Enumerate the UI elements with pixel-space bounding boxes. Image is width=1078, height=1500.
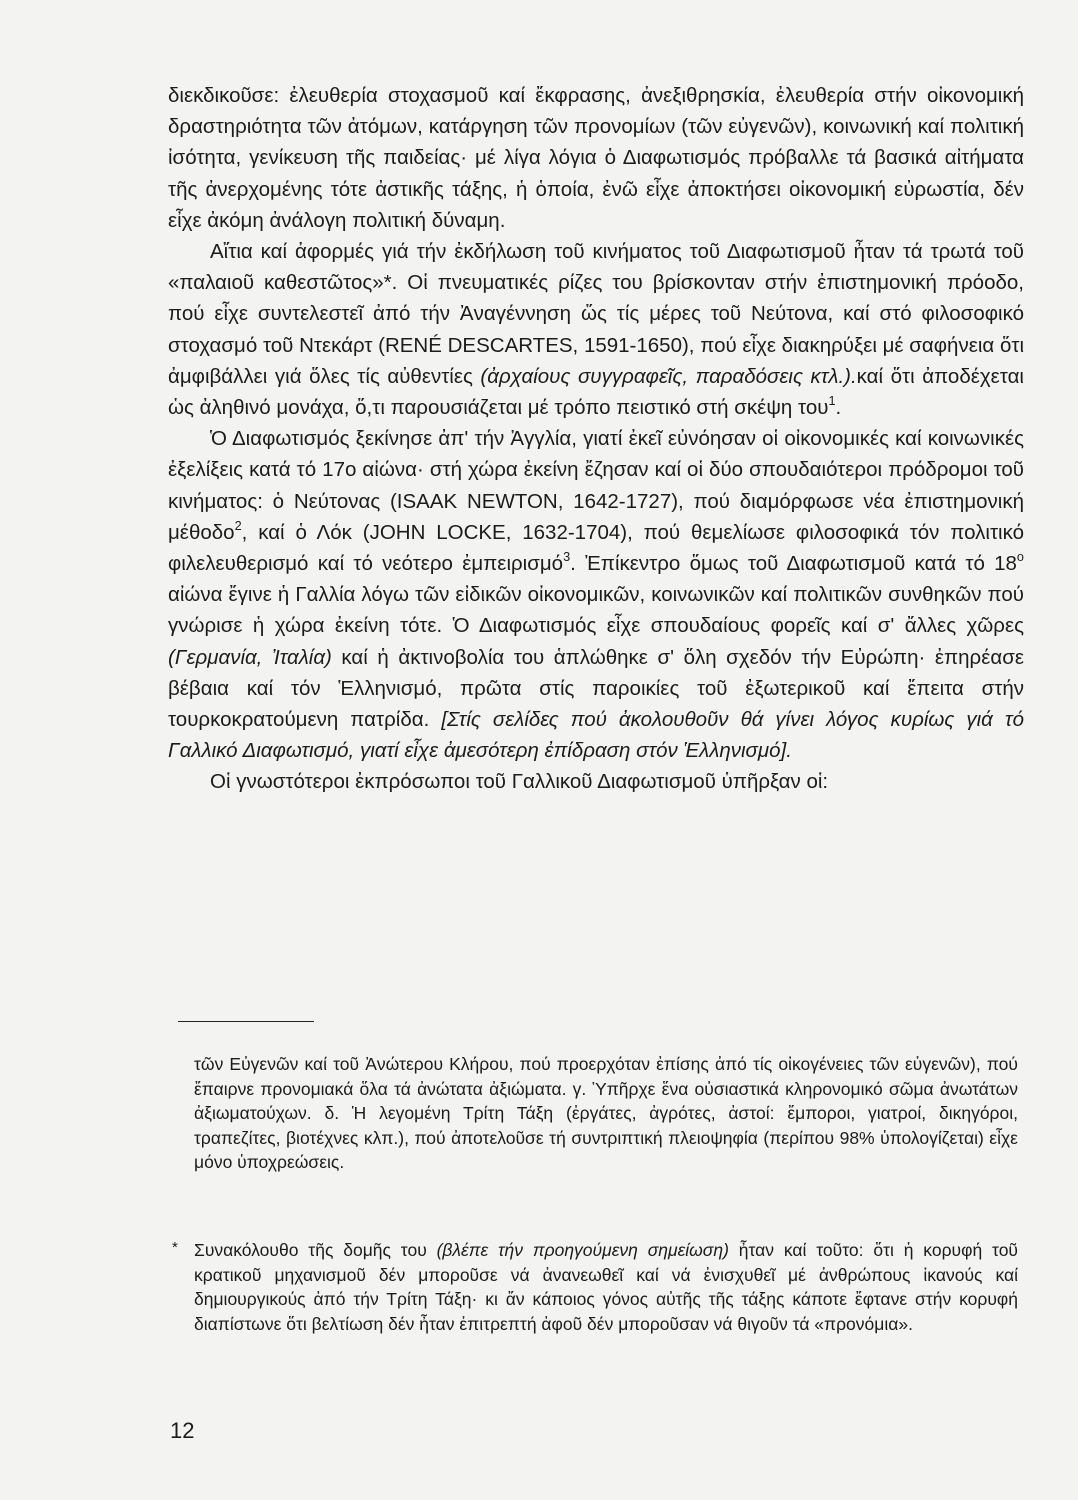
paragraph-3-text-b: , καί ὁ Λόκ (JOHN LOCKE, 1632-1704), πού θεμελίωσε φιλοσοφικά τόν πολιτικό φιλελευθερισμό καί τό νεότερο ἐμπειρισμό bbox=[168, 520, 1024, 576]
paragraph-3-italic-countries: (Γερμανία, Ἰταλία) bbox=[168, 645, 332, 669]
paragraph-3-text-e: καί ἡ ἀκτινοβολία του ἁπλώθηκε σ' ὅλη σχεδόν τήν Εὐρώπη· ἐπηρέασε βέβαια καί τόν Ἑλληνισμό, πρῶτα στίς παροικίες τοῦ ἐξωτερικοῦ καί ἔπειτα στήν τουρκοκρατούμενη πατρίδα. bbox=[168, 645, 1024, 732]
footnote-star-text-a: Συνακόλουθο τῆς δομῆς του bbox=[194, 1240, 437, 1260]
footnote-star-body bbox=[172, 1238, 1018, 1336]
footnote-star bbox=[172, 1238, 1018, 1336]
paragraph-2-italic: (ἀρχαίους συγγραφεῖς, παραδόσεις κτλ.). bbox=[480, 364, 857, 388]
paragraph-2-text-b: καί ὅτι ἀποδέχεται ὡς ἀληθινό μονάχα, ὅ,τι παρουσιάζεται μέ τρόπο πειστικό στή σκέψη του bbox=[168, 364, 1024, 420]
ordinal-superscript: ο bbox=[1016, 548, 1024, 564]
paragraph-3 bbox=[168, 423, 1024, 766]
footnote-star-italic: (βλέπε τήν προηγούμενη σημείωση) bbox=[436, 1240, 729, 1260]
footnote-continued: τῶν Εὐγενῶν καί τοῦ Ἀνώτερου Κλήρου, πού προερχόταν ἐπίσης ἀπό τίς οἰκογένειες τῶν εὐγενῶν), πού ἔπαιρνε προνομιακά ὅλα τά ἀνώτατα ἀξιώματα. γ. Ὑπῆρχε ἕνα οὐσιαστικά κληρονομικό σῶμα ἀνωτάτων ἀξιωματούχων. δ. Ἡ λεγομένη Τρίτη Τάξη (ἐργάτες, ἀγρότες, ἀστοί: ἔμποροι, γιατροί, δικηγόροι, τραπεζίτες, βιοτέχνες κλπ.), πού ἀποτελοῦσε τή συντριπτική πλειοψηφία (περίπου 98% ὑπολογίζεται) εἶχε μόνο ὑποχρεώσεις. bbox=[194, 1054, 1018, 1173]
paragraph-4: Οἱ γνωστότεροι ἐκπρόσωποι τοῦ Γαλλικοῦ Διαφωτισμοῦ ὑπῆρξαν οἱ: bbox=[210, 770, 829, 794]
paragraph-2-text-a: Αἴτια καί ἀφορμές γιά τήν ἐκδήλωση τοῦ κινήματος τοῦ Διαφωτισμοῦ ἦταν τά τρωτά τοῦ «παλαιοῦ καθεστῶτος»*. Οἱ πνευματικές ρίζες του βρίσκονταν στήν ἐπιστημονική πρόοδο, πού εἶχε συντελεστεῖ ἀπό τήν Ἀναγέννηση ὥς τίς μέρες τοῦ Νεύτονα, καί στό φιλοσοφικό στοχασμό τοῦ Ντεκάρτ (RENÉ DESCARTES, 1591-1650), πού εἶχε διακηρύξει μέ σαφήνεια ὅτι ἀμφιβάλλει γιά ὅλες τίς αὐθεντίες bbox=[168, 240, 1024, 388]
footnote-separator bbox=[178, 1021, 314, 1022]
paragraph-3-text-a: Ὁ Διαφωτισμός ξεκίνησε ἀπ' τήν Ἀγγλία, γιατί ἐκεῖ εὐνόησαν οἱ οἰκονομικές καί κοινωνικές ἐξελίξεις κατά τό 17ο αἰώνα· στή χώρα ἐκείνη ἔζησαν καί οἱ δύο σπουδαιότεροι πρόδρομοι τοῦ κινήματος: ὁ Νεύτονας (ISAAK NEWTON, 1642-1727), πού διαμόρφωσε νέα ἐπιστημονική μέθοδο bbox=[168, 427, 1024, 544]
paragraph-2 bbox=[168, 236, 1024, 423]
footnote-ref-2: 2 bbox=[234, 517, 242, 533]
footnote-ref-3: 3 bbox=[563, 548, 571, 564]
paragraph-3-italic-note: [Στίς σελίδες πού ἀκολουθοῦν θά γίνει λόγος κυρίως γιά τό Γαλλικό Διαφωτισμό, γιατί εἶχε ἀμεσότερη ἐπίδραση στόν Ἑλληνισμό]. bbox=[168, 708, 1024, 763]
paragraph-3-text-d: αἰώνα ἔγινε ἡ Γαλλία λόγω τῶν εἰδικῶν οἰκονομικῶν, κοινωνικῶν καί πολιτικῶν συνθηκῶν πού γνώρισε ἡ χώρα ἐκείνη τότε. Ὁ Διαφωτισμός εἶχε σπουδαίους φορεῖς καί σ' ἄλλες χῶρες bbox=[168, 583, 1024, 638]
main-text bbox=[168, 80, 1024, 798]
paragraph-2-end: . bbox=[835, 396, 842, 420]
paragraph-3-text-c: . Ἐπίκεντρο ὅμως τοῦ Διαφωτισμοῦ κατά τό 18 bbox=[570, 552, 1017, 576]
page-number: 12 bbox=[170, 1418, 195, 1443]
paragraph-1: διεκδικοῦσε: ἐλευθερία στοχασμοῦ καί ἔκφρασης, ἀνεξιθρησκία, ἐλευθερία στήν οἰκονομική δραστηριότητα τῶν ἀτόμων, κατάργηση τῶν προνομίων (τῶν εὐγενῶν), κοινωνική καί πολιτική ἰσότητα, γενίκευση τῆς παιδείας· μέ λίγα λόγια ὁ Διαφωτισμός πρόβαλλε τά βασικά αἰτήματα τῆς ἀνερχομένης τότε ἀστικῆς τάξης, ἡ ὁποία, ἐνῶ εἶχε ἀποκτήσει οἰκονομική εὐρωστία, δέν εἶχε ἀκόμη ἀνάλογη πολιτική δύναμη. bbox=[168, 84, 1024, 232]
footnote-star-mark: * bbox=[172, 1239, 178, 1256]
footnote-star-text-b: ἦταν καί τοῦτο: ὅτι ἡ κορυφή τοῦ κρατικοῦ μηχανισμοῦ δέν μποροῦσε νά ἀνανεωθεῖ καί νά ἐνισχυθεῖ μέ ἀνθρώπους ἱκανούς καί δημιουργικούς ἀπό τήν Τρίτη Τάξη· κι ἄν κάποιος γόνος αὐτῆς τῆς τάξης κάποτε ἔφτανε στήν κορυφή διαπίστωνε ὅτι βελτίωση δέν ἦταν ἐπιτρεπτή ἀφοῦ δέν μποροῦσαν νά θιγοῦν τά «προνόμια». bbox=[194, 1240, 1018, 1334]
footnote-ref-1: 1 bbox=[828, 392, 836, 408]
